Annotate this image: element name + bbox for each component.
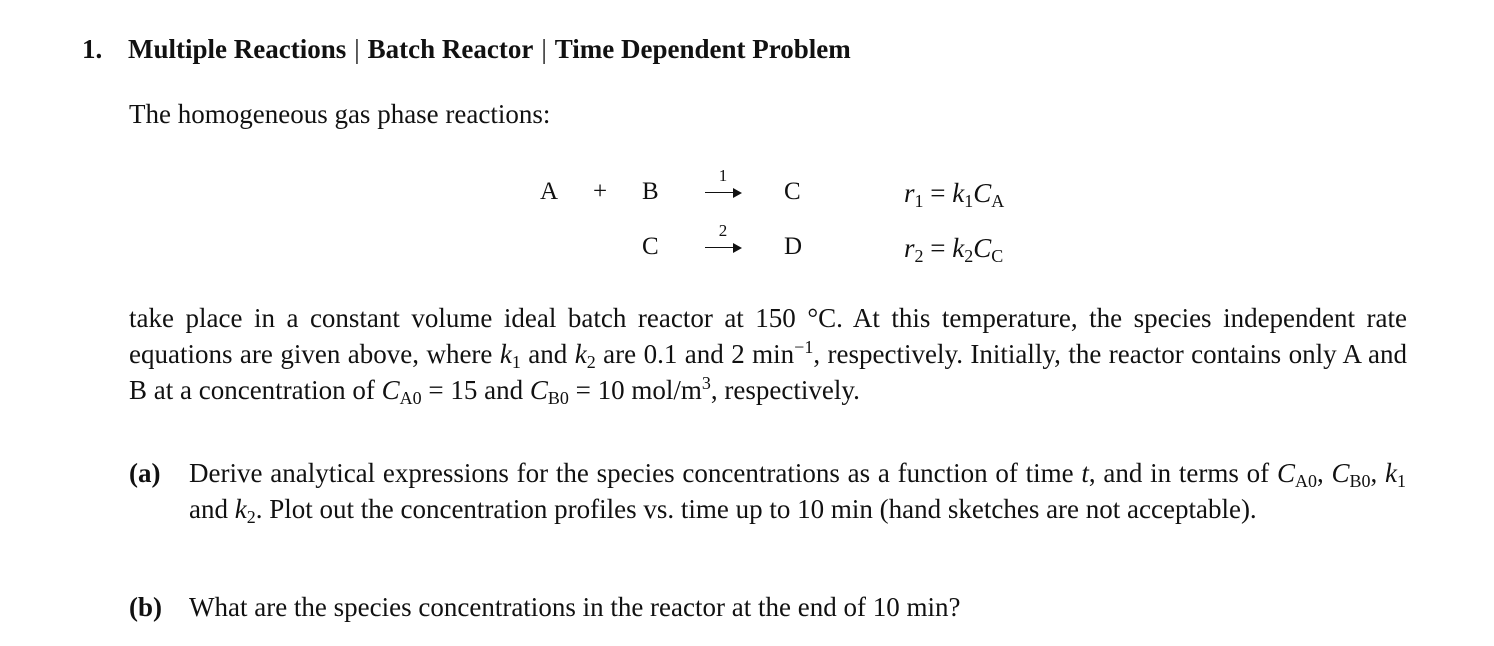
part-a-text [189,455,1406,527]
reaction-2-arrow-label: 2 [718,221,728,240]
para-text-4: , respectively. Initially, the reactor contains only A and B at a concentration of [129,339,1407,405]
title-part-2: Batch Reactor [367,34,534,64]
para-text-7: , respectively. [710,375,860,405]
k2-sub: 2 [246,507,256,527]
part-a-label: (a) [129,458,161,488]
part-b-label: (b) [129,592,162,622]
part-a-text-5: and [189,494,235,524]
rate-2-k-sub: 2 [964,246,974,266]
k2-sub: 2 [586,352,596,372]
rate-2-c-sub: C [991,246,1004,266]
cb0-sub: B0 [1349,471,1371,491]
problem-heading [82,34,851,65]
para-text-1: take place in a constant volume ideal batch reactor at 150 °C. At this temperature, the species independent rate equations are given above, where [129,303,1407,369]
rate-2-k: k [952,233,965,263]
rate-1-sub: 1 [914,191,924,211]
c-symbol: C [529,375,548,405]
reaction-1-arrow [704,166,742,200]
part-a-text-3: , [1316,458,1332,488]
reaction-1-product: C [784,178,801,205]
ca0-sub: A0 [1294,471,1317,491]
reaction-1-reactant-a: A [540,178,559,205]
rate-1-equals: = [930,178,946,208]
rate-2-c: C [973,233,992,263]
para-text-3: are 0.1 and 2 min [595,339,795,369]
para-text-5: = 15 and [421,375,530,405]
title-separator: | [354,34,360,64]
part-b-text: What are the species concentrations in the reactor at the end of 10 min? [189,592,961,622]
rate-2-equals: = [930,233,946,263]
title-part-3: Time Dependent Problem [554,34,851,64]
rate-2-symbol: r [904,233,915,263]
intro-text: The homogeneous gas phase reactions: [129,99,551,129]
reaction-1-arrow-label: 1 [718,166,728,185]
problem-number: 1. [82,34,103,64]
k-symbol: k [574,339,587,369]
m-exponent: 3 [701,373,711,393]
reaction-2-arrow [704,221,742,255]
rate-2-sub: 2 [914,246,924,266]
part-a-text-2: , and in terms of [1088,458,1277,488]
k1-sub: 1 [1397,471,1406,491]
c-symbol: C [381,375,400,405]
k-symbol: k [1385,458,1397,488]
rate-1-c: C [973,178,992,208]
title-separator: | [541,34,547,64]
k1-sub: 1 [511,352,521,372]
rate-1-k-sub: 1 [964,191,974,211]
reaction-1-plus: + [593,178,608,205]
title-part-1: Multiple Reactions [128,34,347,64]
c-symbol: C [1276,458,1295,488]
rate-1-symbol: r [904,178,915,208]
rate-law-1 [904,178,1004,212]
k-symbol: k [499,339,512,369]
reaction-1-reactant-b: B [642,178,659,205]
k-symbol: k [234,494,247,524]
min-exponent: −1 [794,337,814,357]
description-paragraph [129,300,1407,408]
part-a-text-1: Derive analytical expressions for the species concentrations as a function of time [189,458,1082,488]
c-symbol: C [1331,458,1350,488]
rate-1-k: k [952,178,965,208]
cb0-sub: B0 [547,388,569,408]
part-a-text-6: . Plot out the concentration profiles vs. time up to 10 min (hand sketches are not acceptable). [255,494,1257,524]
para-text-6: = 10 mol/m [568,375,702,405]
para-text-2: and [520,339,575,369]
rate-law-2 [904,233,1003,267]
ca0-sub: A0 [399,388,422,408]
time-symbol: t [1081,458,1089,488]
reaction-2-reactant-c: C [642,233,659,260]
rate-1-c-sub: A [991,191,1005,211]
part-a-text-4: , [1370,458,1386,488]
reaction-2-product: D [784,233,803,260]
